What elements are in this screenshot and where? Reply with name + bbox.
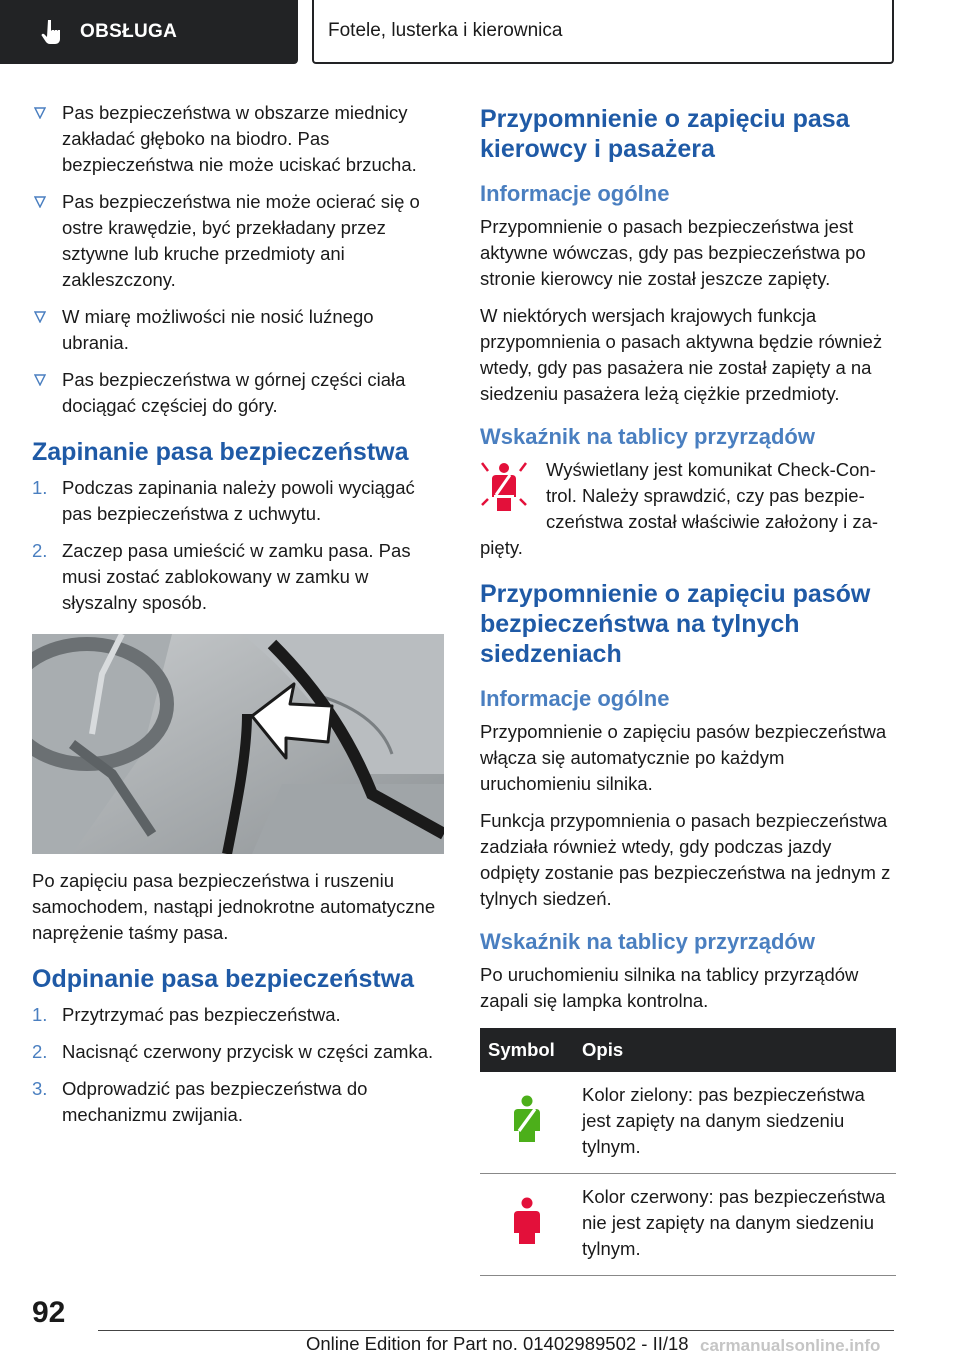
triangle-bullet-icon — [34, 107, 46, 119]
seat-belt-warning-icon — [480, 461, 528, 513]
seat-occupied-red-icon — [507, 1196, 547, 1244]
table-header-row — [480, 1028, 896, 1072]
step-number: 1. — [32, 1004, 48, 1025]
unfasten-steps — [32, 1002, 444, 1128]
edition-text: Online Edition for Part no. 01402989502 - II/18 — [306, 1333, 689, 1354]
indicator-text: Po uruchomieniu silnika na tablicy przyrządów zapali się lampka kontrolna. — [480, 964, 859, 1011]
pointing-hand-icon — [38, 18, 66, 46]
section-label: OBSŁUGA — [80, 21, 178, 42]
fasten-steps — [32, 475, 444, 616]
general-info-heading: Informacje ogólne — [480, 181, 670, 206]
description-cell: Kolor zielony: pas bezpieczeństwa jest zapięty na danym siedzeniu tylnym. — [574, 1072, 896, 1174]
description-cell: Kolor czerwony: pas bezpieczeństwa nie jest zapięty na danym siedzeniu tylnym. — [574, 1174, 896, 1276]
page-number: 92 — [32, 1296, 66, 1329]
list-item: 2. Nacisnąć czerwony przycisk w części zamka. — [32, 1039, 444, 1065]
symbol-cell — [480, 1072, 574, 1174]
list-item: 3. Odprowadzić pas bezpieczeństwa do mechanizmu zwijania. — [32, 1078, 368, 1125]
list-item: 2. Zaczep pasa umieścić w zamku pasa. Pas musi zostać zablokowany w zamku w słyszalny sposób. — [32, 540, 411, 613]
unfasten-heading: Odpinanie pasa bezpieczeństwa — [32, 965, 415, 993]
safety-bullet-list — [32, 100, 444, 419]
right-column — [480, 100, 896, 1276]
left-column — [32, 100, 444, 1139]
footer-divider — [98, 1330, 894, 1331]
step-number: 2. — [32, 1041, 48, 1062]
fasten-heading: Zapinanie pasa bezpieczeństwa — [32, 438, 409, 466]
after-photo-text: Po zapięciu pasa bezpieczeństwa i ruszeniu samochodem, nastąpi jednokrotne automatyczne naprężenie taśmy pasa. — [32, 870, 436, 943]
column-header-symbol: Symbol — [480, 1028, 574, 1072]
list-item: 1. Podczas zapinania należy powoli wyciągać pas bezpieczeństwa z uchwytu. — [32, 477, 415, 524]
list-item: W miarę możliwości nie nosić luźnego ubrania. — [32, 304, 444, 356]
column-header-description: Opis — [574, 1028, 896, 1072]
indicator-text: Wyświetlany jest komunikat Check-Con- trol. Należy sprawdzić, czy pas bezpie- czeństwa został właściwie założony i za- pięty. — [480, 459, 879, 558]
step-number: 1. — [32, 477, 48, 498]
triangle-bullet-icon — [34, 374, 46, 386]
general-info-text: Funkcja przypomnienia o pasach bezpieczeństwa zadziała również wtedy, gdy podczas jazdy odpięty zostanie pas bezpieczeństwa na jednym z tylnych siedzeń. — [480, 810, 891, 909]
list-item: 1. Przytrzymać pas bezpieczeństwa. — [32, 1002, 444, 1028]
chapter-label: Fotele, lusterka i kierownica — [328, 20, 563, 41]
indicator-heading: Wskaźnik na tablicy przyrządów — [480, 929, 815, 954]
list-item: Pas bezpieczeństwa w obszarze miednicy zakładać głęboko na biodro. Pas bezpieczeństwa nie może uciskać brzucha. — [32, 100, 444, 178]
chapter-title — [312, 0, 894, 64]
triangle-bullet-icon — [34, 196, 46, 208]
symbol-cell — [480, 1174, 574, 1276]
driver-reminder-heading: Przypomnienie o zapięciu pasa kierowcy i pasażera — [480, 105, 850, 163]
general-info-text: Przypomnienie o pasach bezpieczeństwa jest aktywne wówczas, gdy pas bezpieczeństwa po stronie kierowcy nie został jeszcze zapięty. — [480, 216, 866, 289]
step-number: 2. — [32, 540, 48, 561]
list-item: Pas bezpieczeństwa w górnej części ciała dociągać częściej do góry. — [32, 367, 444, 419]
general-info-text: W niektórych wersjach krajowych funkcja przypomnienia o pasach aktywna będzie również wtedy, gdy pas pasażera nie został zapięty a na siedzeniu pasażera leżą ciężkie przedmioty. — [480, 305, 883, 404]
symbol-table — [480, 1028, 896, 1276]
general-info-heading: Informacje ogólne — [480, 686, 670, 711]
indicator-heading: Wskaźnik na tablicy przyrządów — [480, 424, 815, 449]
seat-belt-photo — [32, 634, 444, 854]
general-info-text: Przypomnienie o zapięciu pasów bezpieczeństwa włącza się automatycznie po każdym uruchomieniu silnika. — [480, 721, 887, 794]
step-number: 3. — [32, 1078, 48, 1099]
table-row — [480, 1174, 896, 1276]
seat-belt-fastened-green-icon — [507, 1094, 547, 1142]
triangle-bullet-icon — [34, 311, 46, 323]
list-item: Pas bezpieczeństwa nie może ocierać się o ostre krawędzie, być przekładany przez sztywne lub kruche przedmioty ani zakleszczony. — [32, 189, 444, 293]
rear-reminder-heading: Przypomnienie o zapięciu pasów bezpieczeństwa na tylnych siedzeniach — [480, 580, 871, 668]
section-tab[interactable] — [0, 0, 298, 64]
table-row — [480, 1072, 896, 1174]
watermark: carmanualsonline.info — [700, 1336, 881, 1355]
